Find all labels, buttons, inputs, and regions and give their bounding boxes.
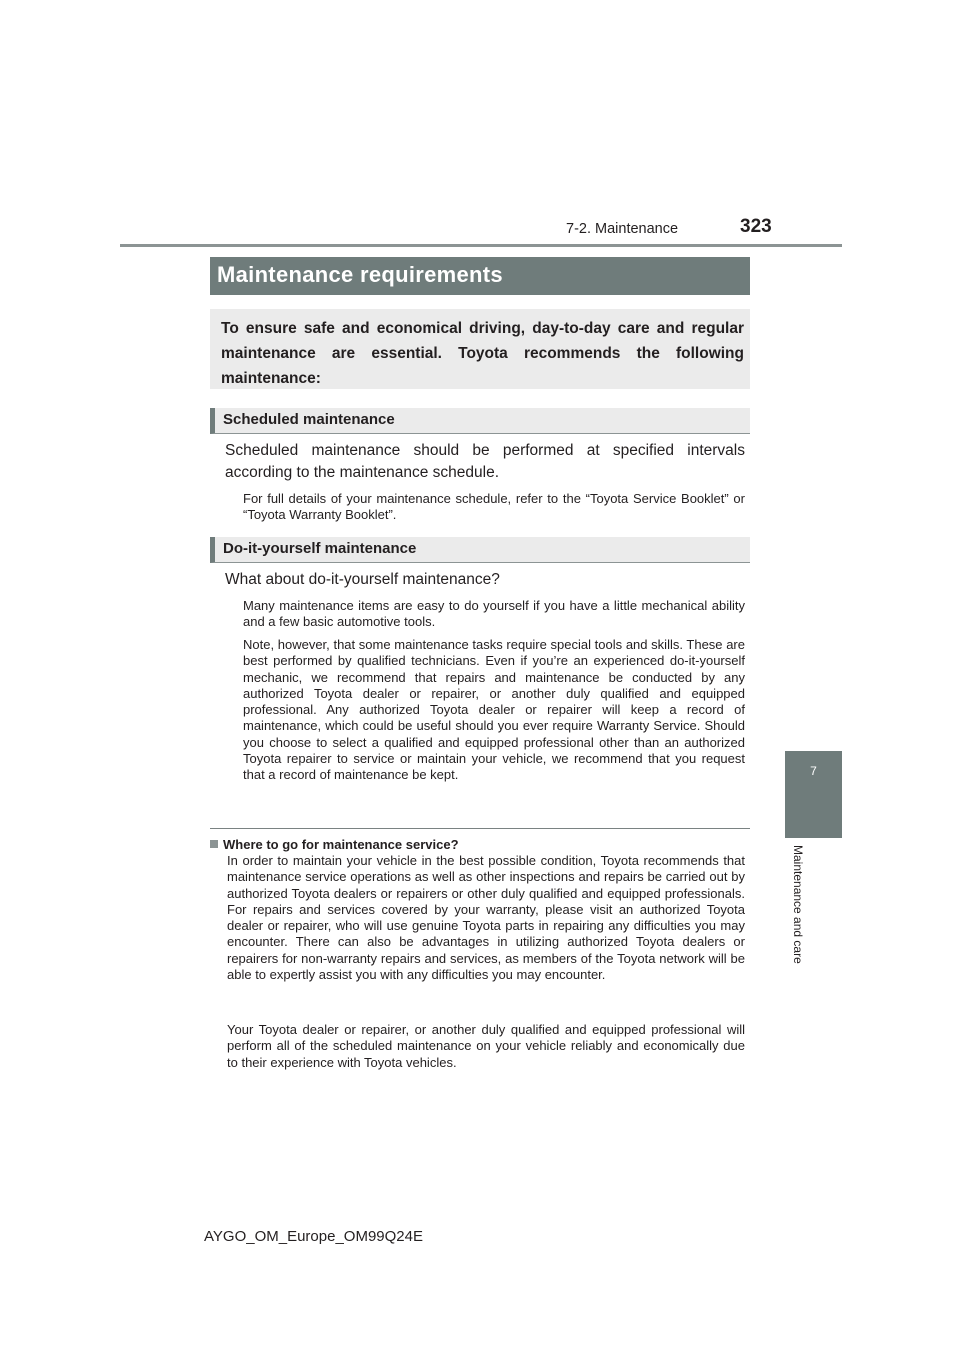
chapter-number: 7 xyxy=(810,764,817,778)
note-divider xyxy=(210,828,750,829)
diy-paragraph-2: Note, however, that some maintenance tasks require special tools and skills. These are best performed by qualified technicians. Even if you’re an experienced do-it-yourself mechanic, we recommend that repairs and maintenance be conducted by any authorized Toyota dealer or repairer, or another duly qualified and equipped professional. Any authorized Toyota dealer or repairer will keep a record of maintenance, which could be useful should you ever require Warranty Service. Should you choose to select a qualified and equipped professional other than an authorized Toyota repairer to service or maintain your vehicle, we recommend that you request that a record of maintenance be kept. xyxy=(243,637,745,783)
scheduled-maintenance-detail: For full details of your maintenance schedule, refer to the “Toyota Service Booklet” or “Toyota Warranty Booklet”. xyxy=(243,491,745,523)
note-heading xyxy=(210,837,459,852)
scheduled-maintenance-heading: Scheduled maintenance xyxy=(210,408,750,434)
section-label: 7-2. Maintenance xyxy=(566,221,679,237)
intro-box: To ensure safe and economical driving, day-to-day care and regular maintenance are essential. Toyota recommends the following maintenance: xyxy=(210,309,750,389)
diy-maintenance-heading: Do-it-yourself maintenance xyxy=(210,537,750,563)
diy-paragraph-1: Many maintenance items are easy to do yourself if you have a little mechanical ability and a few basic automotive tools. xyxy=(243,598,745,630)
scheduled-maintenance-body: Scheduled maintenance should be performed at specified intervals according to the maintenance schedule. xyxy=(225,442,745,481)
square-bullet-icon xyxy=(210,840,218,848)
note-paragraph-1: In order to maintain your vehicle in the best possible condition, Toyota recommends that maintenance service operations as well as other inspections and repairs be carried out by authorized Toyota dealers or repairers or other duly qualified and equipped professionals. For repairs and services covered by your warranty, please visit an authorized Toyota dealer or repairer, who will use genuine Toyota parts in repairing any difficulties you may encounter. There can also be advantages in utilizing authorized Toyota dealers or repairers for non-warranty repairs and services, as members of the Toyota network will be able to expertly assist you with any difficulties you may encounter. xyxy=(227,853,745,983)
diy-question: What about do-it-yourself maintenance? xyxy=(225,571,500,588)
footer-doc-id: AYGO_OM_Europe_OM99Q24E xyxy=(204,1228,423,1245)
note-paragraph-2: Your Toyota dealer or repairer, or another duly qualified and equipped professional will perform all of the scheduled maintenance on your vehicle reliably and economically due to their experience with Toyota vehicles. xyxy=(227,1022,745,1070)
page-number: 323 xyxy=(740,216,772,237)
note-heading-text: Where to go for maintenance service? xyxy=(223,837,459,852)
header-divider xyxy=(120,244,842,247)
chapter-title: Maintenance and care xyxy=(791,845,805,964)
page-title: Maintenance requirements xyxy=(210,257,750,295)
